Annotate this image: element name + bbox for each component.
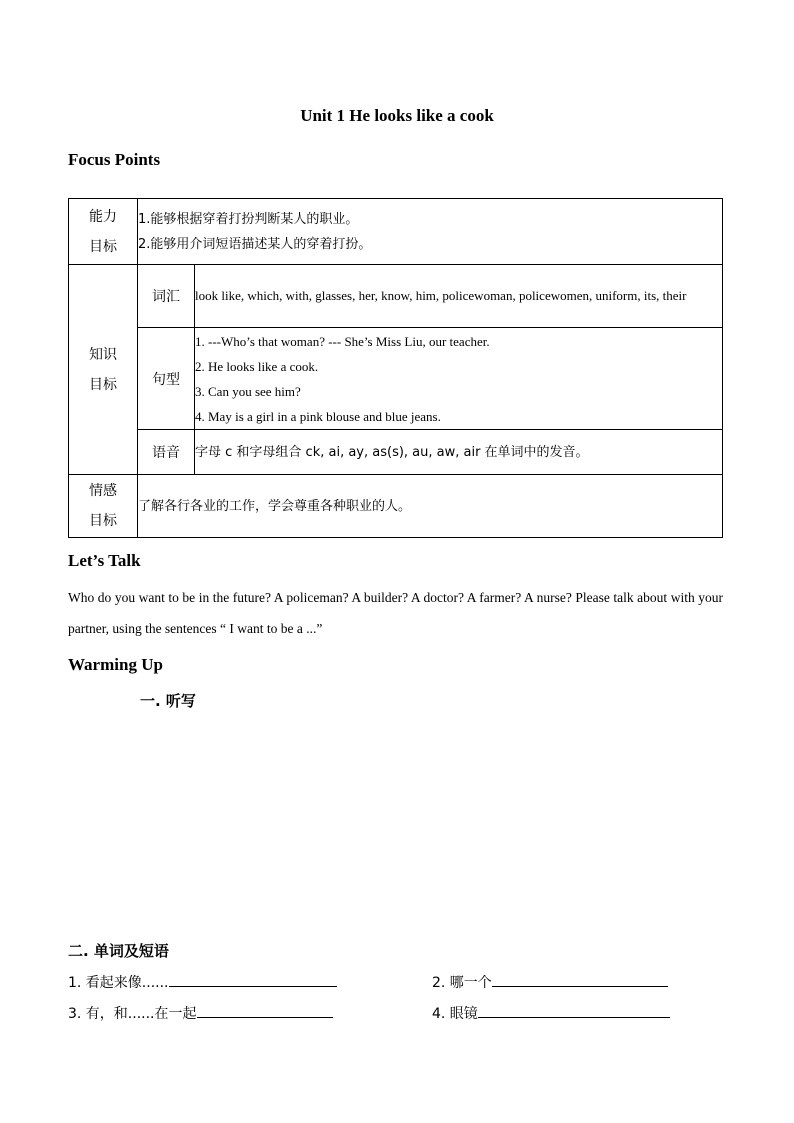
exercise-prompt: 1. 看起来像...... [68, 975, 169, 991]
vocab-label: 词汇 [138, 265, 195, 328]
answer-blank[interactable] [197, 1003, 333, 1018]
vocab-row [69, 265, 723, 328]
sentence-item: 2. He looks like a cook. [195, 358, 319, 374]
words-phrases-heading: 二. 单词及短语 [68, 942, 169, 960]
lets-talk-heading: Let’s Talk [68, 551, 141, 570]
ability-row [69, 199, 723, 265]
focus-points-heading: Focus Points [68, 150, 161, 169]
warming-up-heading: Warming Up [68, 655, 163, 674]
phonics-row [69, 430, 723, 475]
knowledge-label [69, 265, 138, 475]
exercise-item [432, 1003, 670, 1023]
sentences-label: 句型 [138, 328, 195, 430]
answer-blank[interactable] [478, 1003, 670, 1018]
sentence-item: 4. May is a girl in a pink blouse and blue jeans. [195, 408, 441, 424]
page-title: Unit 1 He looks like a cook [300, 106, 494, 125]
answer-blank[interactable] [492, 972, 668, 987]
exercise-prompt: 4. 眼镜 [432, 1006, 478, 1022]
answer-blank[interactable] [169, 972, 337, 987]
sentence-item: 1. ---Who’s that woman? --- She’s Miss Liu, our teacher. [195, 333, 490, 349]
exercise-prompt: 2. 哪一个 [432, 975, 492, 991]
knowledge-label-line1: 知识 [89, 346, 117, 363]
exercise-item [68, 972, 337, 992]
vocab-content: look like, which, with, glasses, her, know, him, policewoman, policewomen, uniform, its, their [195, 265, 723, 328]
sentences-content [195, 328, 723, 430]
sentences-row [69, 328, 723, 430]
ability-label [69, 199, 138, 265]
lets-talk-paragraph: Who do you want to be in the future? A policeman? A builder? A doctor? A farmer? A nurse? Please talk about with your partner, using the sentences “ I want to be a ...” [68, 590, 723, 636]
dictation-heading: 一. 听写 [140, 692, 196, 710]
sentence-item: 3. Can you see him? [195, 383, 301, 399]
phonics-content: 字母 c 和字母组合 ck, ai, ay, as(s), au, aw, air 在单词中的发音。 [195, 430, 723, 475]
emotion-content: 了解各行各业的工作，学会尊重各种职业的人。 [138, 475, 723, 538]
focus-points-table [68, 198, 723, 538]
knowledge-label-line2: 目标 [89, 376, 117, 393]
emotion-label-line1: 情感 [89, 483, 117, 499]
ability-label-line2: 目标 [89, 238, 117, 255]
ability-label-line1: 能力 [89, 208, 117, 225]
ability-item: 2.能够用介词短语描述某人的穿着打扮。 [138, 236, 372, 252]
exercise-item [432, 972, 668, 992]
emotion-label [69, 475, 138, 538]
ability-content [138, 199, 723, 265]
exercise-item [68, 1003, 333, 1023]
emotion-label-line2: 目标 [89, 513, 117, 529]
phonics-label: 语音 [138, 430, 195, 475]
emotion-row [69, 475, 723, 538]
exercise-prompt: 3. 有，和......在一起 [68, 1006, 197, 1022]
ability-item: 1.能够根据穿着打扮判断某人的职业。 [138, 211, 359, 227]
